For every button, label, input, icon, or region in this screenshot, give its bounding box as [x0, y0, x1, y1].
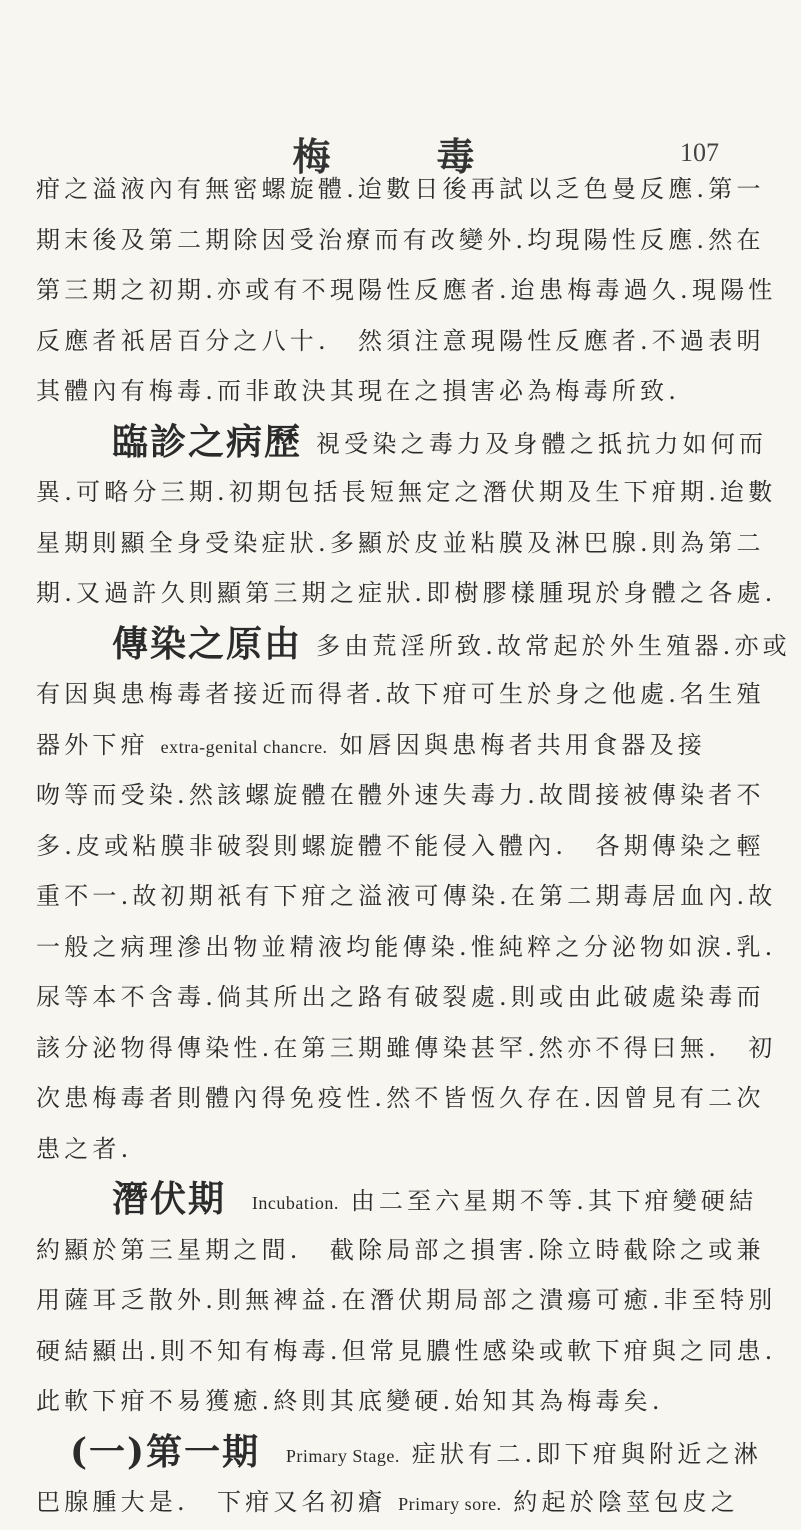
text-line: [36, 871, 777, 922]
line-text: 一般之病理滲出物並精液均能傳染.惟純粹之分泌物如淚.乳.: [36, 932, 777, 961]
line-text: 異.可略分三期.初期包括長短無定之潛伏期及生下疳期.迨數: [36, 478, 777, 506]
text-line: [36, 568, 777, 619]
latin-term: Incubation.: [251, 1193, 339, 1213]
text-line: [36, 922, 777, 973]
text-line: [36, 1376, 756, 1427]
text-line: [36, 265, 777, 316]
line-text: 有因與患梅毒者接近而得者.故下疳可生於身之他處.名生殖: [36, 680, 765, 708]
text-line: [36, 669, 765, 720]
section-heading: 潛伏期: [112, 1178, 227, 1220]
line-text: 硬結顯出.則不知有梅毒.但常見膿性感染或軟下疳與之同患.: [36, 1336, 777, 1365]
line-text: 器外下疳: [36, 730, 149, 759]
page-number: 107: [680, 138, 719, 167]
text-line: [36, 467, 777, 518]
section-heading: 傳染之原由: [112, 622, 303, 665]
line-text: 患之者.: [36, 1134, 133, 1163]
text-line: [36, 1023, 777, 1074]
line-text: 疳之溢液內有無密螺旋體.迨數日後再試以乏色曼反應.第一: [36, 175, 765, 203]
section-heading-line: [36, 417, 768, 468]
running-title: 梅 毒: [292, 134, 509, 179]
text-line: [36, 164, 765, 215]
line-text-continued: 約起於陰莖包皮之: [513, 1488, 740, 1516]
section-heading-line: [36, 1427, 762, 1478]
text-line: [36, 1477, 756, 1528]
text-line: [36, 972, 765, 1023]
line-text-continued: 如唇因與患梅者共用食器及接: [339, 730, 707, 759]
page-margin-bottom: [0, 1290, 801, 1340]
line-text: 尿等本不含毒.倘其所出之路有破裂處.則或由此破處染毒而: [36, 983, 765, 1011]
line-text: 此軟下疳不易獲癒.終則其底變硬.始知其為梅毒矣.: [36, 1387, 664, 1415]
line-text-continued: 症狀有二.即下疳與附近之淋: [411, 1439, 762, 1468]
latin-term: extra-genital chancre.: [160, 736, 328, 757]
line-text: 巴腺腫大是. 下疳又名初瘡: [36, 1488, 387, 1516]
line-text-continued: 由二至六星期不等.其下疳變硬結: [350, 1187, 758, 1215]
line-text: 用薩耳乏散外.則無裨益.在潛伏期局部之潰瘍可癒.非至特別: [36, 1286, 777, 1314]
text-line: [36, 770, 765, 821]
section-heading: 臨診之病歷: [112, 420, 303, 463]
text-line: [36, 821, 765, 872]
text-line: [36, 720, 756, 771]
text-line: [36, 316, 765, 367]
line-text: 其體內有梅毒.而非敢決其現在之損害必為梅毒所致.: [36, 377, 681, 405]
line-text: 第三期之初期.亦或有不現陽性反應者.迨患梅毒過久.現陽性: [36, 276, 777, 304]
line-text: 約顯於第三星期之間. 截除局部之損害.除立時截除之或兼: [36, 1235, 765, 1264]
line-text: 該分泌物得傳染性.在第三期雖傳染甚罕.然亦不得曰無. 初: [36, 1033, 777, 1062]
section-heading: (一)第一期: [70, 1430, 261, 1473]
line-text: 多.皮或粘膜非破裂則螺旋體不能侵入體內. 各期傳染之輕: [36, 831, 765, 860]
line-text: 重不一.故初期祇有下疳之溢液可傳染.在第二期毒居血內.故: [36, 882, 777, 910]
line-text: 反應者祇居百分之八十. 然須注意現陽性反應者.不過表明: [36, 326, 765, 355]
section-heading-line: [36, 1174, 756, 1225]
text-line: [36, 1225, 765, 1276]
text-line: [36, 1073, 765, 1124]
line-text: 期末後及第二期除因受治療而有改變外.均現陽性反應.然在: [36, 225, 765, 254]
text-line: [36, 1124, 756, 1175]
text-line: [36, 215, 765, 266]
line-text: 星期則顯全身受染症狀.多顯於皮並粘膜及淋巴腺.則為第二: [36, 528, 765, 557]
line-text: 視受染之毒力及身體之抵抗力如何而: [316, 429, 768, 458]
line-text: 多由荒淫所致.故常起於外生殖器.亦或: [316, 631, 791, 660]
line-text: 次患梅毒者則體內得免疫性.然不皆恆久存在.因曾見有二次: [36, 1084, 765, 1112]
text-line: [36, 366, 756, 417]
section-heading-line: [36, 619, 791, 670]
line-text: 吻等而受染.然該螺旋體在體外速失毒力.故間接被傳染者不: [36, 781, 765, 809]
latin-term: Primary sore.: [398, 1494, 502, 1514]
latin-term: Primary Stage.: [285, 1445, 400, 1466]
line-text: 期.又過許久則顯第三期之症狀.即樹膠樣腫現於身體之各處.: [36, 579, 777, 607]
text-line: [36, 518, 765, 569]
